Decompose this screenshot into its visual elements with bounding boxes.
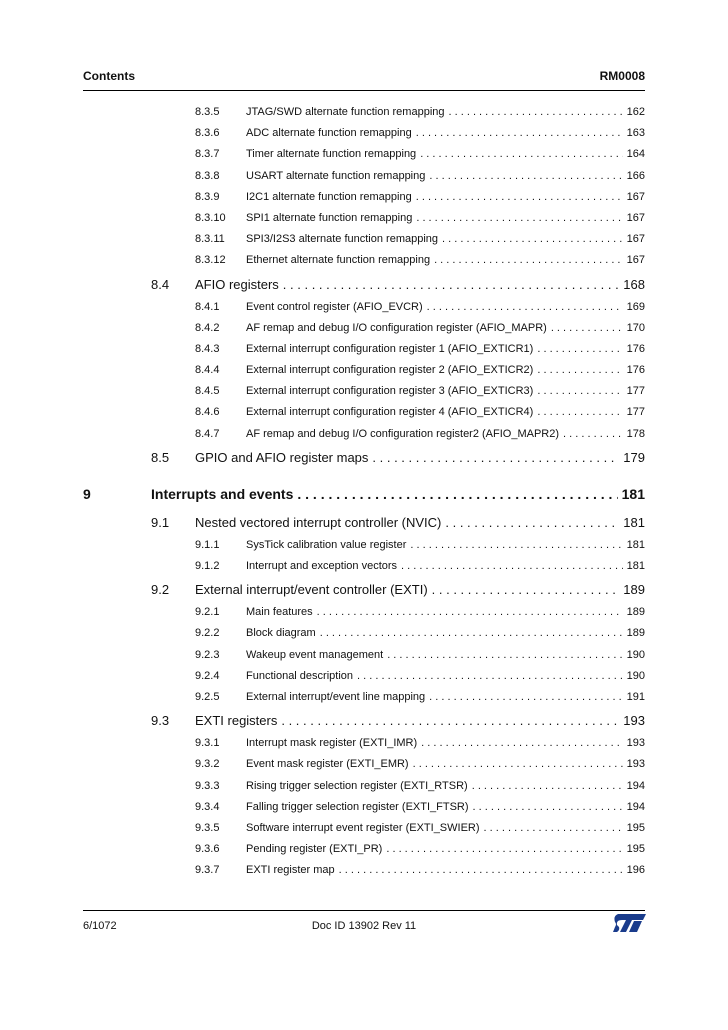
toc-dot-leader (537, 343, 622, 355)
toc-entry-page[interactable]: 194 (626, 779, 645, 792)
toc-dot-leader (357, 670, 623, 682)
toc-entry-page[interactable]: 181 (626, 538, 645, 551)
toc-entry[interactable] (83, 864, 645, 885)
toc-entry-title[interactable]: SPI1 alternate function remapping (246, 211, 413, 224)
toc-entry-page[interactable]: 195 (626, 821, 645, 834)
footer-page-number: 6/1072 (83, 920, 117, 932)
toc-entry[interactable] (83, 277, 645, 301)
toc-entry-title[interactable]: JTAG/SWD alternate function remapping (246, 106, 445, 118)
toc-dot-leader (386, 843, 622, 855)
toc-entry-page[interactable]: 190 (626, 669, 645, 682)
toc-entry[interactable] (83, 649, 645, 670)
toc-entry-number: 8.4.7 (195, 427, 220, 440)
toc-entry[interactable] (83, 322, 645, 343)
toc-entry-number: 8.3.7 (195, 148, 220, 161)
toc-entry-number: 8.4 (151, 276, 170, 292)
toc-entry[interactable] (83, 843, 645, 864)
toc-dot-leader (416, 212, 622, 224)
toc-dot-leader (472, 780, 623, 792)
toc-entry-page[interactable]: 167 (626, 254, 645, 267)
toc-entry[interactable] (83, 627, 645, 648)
toc-entry[interactable] (83, 212, 645, 233)
toc-entry-number: 9.3 (151, 713, 170, 729)
toc-dot-leader (432, 582, 620, 597)
toc-entry-page[interactable]: 163 (626, 127, 645, 140)
toc-entry-number: 9.1 (151, 514, 170, 530)
toc-dot-leader (420, 148, 622, 160)
toc-entry-page[interactable]: 176 (626, 364, 645, 377)
toc-dot-leader (563, 428, 623, 440)
toc-entry[interactable] (83, 539, 645, 560)
toc-entry-number: 9.2.4 (195, 669, 220, 682)
toc-entry-page[interactable]: 164 (626, 148, 645, 161)
toc-entry[interactable] (83, 606, 645, 627)
toc-entry-number: 8.3.12 (195, 254, 226, 267)
toc-entry-number: 8.3.5 (195, 106, 220, 118)
toc-dot-leader (413, 758, 623, 770)
toc-entry-title[interactable]: Functional description (246, 669, 354, 682)
toc-entry-title[interactable]: EXTI registers (195, 713, 278, 729)
toc-dot-leader (473, 801, 623, 813)
toc-entry-page[interactable]: 190 (626, 648, 645, 661)
toc-entry-number: 8.4.2 (195, 321, 220, 334)
toc-entry-page[interactable]: 193 (626, 737, 645, 750)
toc-entry-title[interactable]: Interrupt and exception vectors (246, 560, 398, 572)
toc-entry-title[interactable]: EXTI register map (246, 864, 335, 877)
toc-entry-number: 9.1.1 (195, 538, 220, 551)
toc-entry[interactable] (83, 486, 645, 514)
toc-entry-title[interactable]: Timer alternate function remapping (246, 148, 417, 161)
footer-divider (83, 910, 645, 911)
toc-entry[interactable] (83, 560, 645, 581)
toc-entry[interactable] (83, 233, 645, 254)
toc-dot-leader (339, 864, 623, 876)
toc-entry-title[interactable]: External interrupt configuration register 1 (AFIO_EXTICR1) (246, 342, 534, 355)
toc-dot-leader (537, 364, 622, 376)
toc-entry-page[interactable]: 162 (626, 106, 645, 118)
toc-entry-page[interactable]: 168 (623, 276, 645, 292)
toc-entry[interactable] (83, 737, 645, 758)
toc-entry-number: 9.1.2 (195, 560, 220, 572)
toc-entry[interactable] (83, 428, 645, 449)
toc-entry-number: 9.3.3 (195, 779, 220, 792)
table-of-contents (83, 106, 645, 885)
toc-entry-page[interactable]: 194 (626, 800, 645, 813)
toc-entry[interactable] (83, 385, 645, 406)
toc-dot-leader (537, 406, 622, 418)
toc-entry-number: 8.4.4 (195, 364, 220, 377)
header-doc-code: RM0008 (599, 69, 645, 83)
toc-dot-leader (537, 385, 622, 397)
toc-entry[interactable] (83, 691, 645, 712)
toc-entry-page[interactable]: 177 (626, 406, 645, 419)
toc-entry[interactable] (83, 582, 645, 606)
toc-entry-title[interactable]: Pending register (EXTI_PR) (246, 843, 383, 856)
toc-entry-title[interactable]: Interrupt mask register (EXTI_IMR) (246, 737, 418, 750)
toc-entry-page[interactable]: 181 (626, 560, 645, 572)
toc-entry-title[interactable]: External interrupt configuration register 4 (AFIO_EXTICR4) (246, 406, 534, 419)
toc-dot-leader (372, 450, 619, 465)
toc-entry-page[interactable]: 166 (626, 169, 645, 182)
toc-entry-page[interactable]: 193 (626, 758, 645, 771)
toc-entry-title[interactable]: USART alternate function remapping (246, 169, 426, 182)
toc-entry-title[interactable]: Main features (246, 606, 313, 619)
toc-entry-page[interactable]: 189 (626, 627, 645, 640)
toc-entry-number: 8.5 (151, 449, 170, 465)
toc-dot-leader (283, 277, 620, 292)
toc-dot-leader (429, 691, 622, 703)
toc-entry-page[interactable]: 193 (623, 713, 645, 729)
toc-dot-leader (421, 737, 622, 749)
toc-entry-number: 9.3.6 (195, 843, 220, 856)
toc-entry[interactable] (83, 148, 645, 169)
toc-dot-leader (484, 822, 623, 834)
toc-entry-page[interactable]: 170 (626, 321, 645, 334)
toc-entry-page[interactable]: 169 (626, 300, 645, 313)
toc-entry-page[interactable]: 196 (626, 864, 645, 877)
toc-entry-number: 9.2.2 (195, 627, 220, 640)
toc-entry-title[interactable]: AF remap and debug I/O configuration register2 (AFIO_MAPR2) (246, 427, 560, 440)
toc-entry-title[interactable]: SysTick calibration value register (246, 538, 407, 551)
toc-entry-number: 9.2 (151, 582, 170, 598)
toc-entry-title[interactable]: Block diagram (246, 627, 316, 640)
toc-entry-number: 8.4.3 (195, 342, 220, 355)
toc-entry-page[interactable]: 167 (626, 233, 645, 246)
toc-entry[interactable] (83, 127, 645, 148)
toc-entry-page[interactable]: 181 (621, 485, 645, 502)
toc-entry-title[interactable]: Interrupts and events (151, 485, 294, 502)
toc-dot-leader (551, 322, 623, 334)
toc-entry-number: 8.4.6 (195, 406, 220, 419)
toc-entry-title[interactable]: Event mask register (EXTI_EMR) (246, 758, 409, 771)
toc-entry-title[interactable]: AFIO registers (195, 276, 279, 292)
toc-entry-title[interactable]: Ethernet alternate function remapping (246, 254, 431, 267)
toc-dot-leader (434, 254, 623, 266)
toc-entry-title[interactable]: External interrupt/event line mapping (246, 690, 426, 703)
toc-dot-leader (442, 233, 623, 245)
toc-entry-title[interactable]: ADC alternate function remapping (246, 127, 412, 140)
toc-dot-leader (281, 713, 619, 728)
toc-dot-leader (410, 539, 622, 551)
toc-entry-title[interactable]: I2C1 alternate function remapping (246, 190, 412, 203)
toc-entry-number: 8.3.9 (195, 190, 220, 203)
toc-dot-leader (416, 191, 623, 203)
toc-entry-title[interactable]: Rising trigger selection register (EXTI_RTSR) (246, 779, 468, 792)
toc-entry-title[interactable]: External interrupt configuration register 3 (AFIO_EXTICR3) (246, 385, 534, 398)
toc-entry-title[interactable]: External interrupt/event controller (EXTI) (195, 582, 428, 598)
toc-entry-number: 8.3.8 (195, 169, 220, 182)
toc-dot-leader (427, 301, 623, 313)
toc-entry[interactable] (83, 515, 645, 539)
toc-entry[interactable] (83, 758, 645, 779)
toc-entry-page[interactable]: 178 (626, 427, 645, 440)
header-section-title: Contents (83, 69, 135, 83)
toc-entry-page[interactable]: 189 (623, 582, 645, 598)
toc-entry-number: 9.3.1 (195, 737, 220, 750)
st-logo-icon (612, 912, 648, 934)
toc-entry-page[interactable]: 177 (626, 385, 645, 398)
toc-entry-title[interactable]: SPI3/I2S3 alternate function remapping (246, 233, 439, 246)
toc-entry[interactable] (83, 670, 645, 691)
toc-entry[interactable] (83, 301, 645, 322)
toc-dot-leader (387, 649, 622, 661)
toc-entry-title[interactable]: GPIO and AFIO register maps (195, 449, 369, 465)
toc-entry-page[interactable]: 167 (626, 190, 645, 203)
toc-entry-number: 8.4.5 (195, 385, 220, 398)
toc-entry[interactable] (83, 106, 645, 127)
toc-entry[interactable] (83, 364, 645, 385)
toc-entry-page[interactable]: 181 (623, 514, 645, 530)
toc-entry-title[interactable]: Software interrupt event register (EXTI_SWIER) (246, 821, 480, 834)
toc-entry-page[interactable]: 176 (626, 342, 645, 355)
toc-entry[interactable] (83, 801, 645, 822)
toc-entry[interactable] (83, 780, 645, 801)
toc-dot-leader (449, 106, 623, 118)
toc-entry-title[interactable]: AF remap and debug I/O configuration register (AFIO_MAPR) (246, 321, 547, 334)
toc-entry-number: 8.3.11 (195, 233, 225, 246)
toc-entry-number: 8.3.10 (195, 211, 226, 224)
toc-entry-number: 9.3.4 (195, 800, 220, 813)
toc-entry[interactable] (83, 254, 645, 275)
toc-entry-number: 8.3.6 (195, 127, 220, 140)
toc-entry-page[interactable]: 167 (626, 211, 645, 224)
toc-entry[interactable] (83, 822, 645, 843)
toc-entry-page[interactable]: 195 (626, 843, 645, 856)
toc-entry-number: 9.3.7 (195, 864, 220, 877)
toc-entry-title[interactable]: External interrupt configuration register 2 (AFIO_EXTICR2) (246, 364, 534, 377)
toc-entry-number: 8.4.1 (195, 300, 220, 313)
toc-entry-number: 9.3.2 (195, 758, 220, 771)
toc-entry[interactable] (83, 170, 645, 191)
toc-entry-number: 9 (83, 485, 91, 502)
toc-dot-leader (297, 486, 617, 502)
toc-entry[interactable] (83, 191, 645, 212)
toc-entry[interactable] (83, 406, 645, 427)
toc-entry-title[interactable]: Falling trigger selection register (EXTI_FTSR) (246, 800, 469, 813)
toc-entry-number: 9.2.1 (195, 606, 220, 619)
toc-entry-title[interactable]: Wakeup event management (246, 648, 384, 661)
toc-entry-page[interactable]: 179 (623, 449, 645, 465)
toc-entry-title[interactable]: Event control register (AFIO_EVCR) (246, 300, 423, 313)
toc-dot-leader (401, 560, 623, 572)
header-divider (83, 90, 645, 91)
toc-dot-leader (445, 515, 619, 530)
toc-entry-page[interactable]: 191 (626, 690, 645, 703)
toc-entry-number: 9.2.5 (195, 690, 220, 703)
toc-entry-page[interactable]: 189 (626, 606, 645, 619)
toc-entry-number: 9.2.3 (195, 648, 220, 661)
toc-entry[interactable] (83, 343, 645, 364)
toc-dot-leader (429, 170, 622, 182)
toc-dot-leader (320, 627, 623, 639)
toc-entry-title[interactable]: Nested vectored interrupt controller (NVIC) (195, 514, 442, 530)
toc-entry[interactable] (83, 450, 645, 474)
footer-doc-id: Doc ID 13902 Rev 11 (311, 920, 417, 932)
toc-entry-number: 9.3.5 (195, 821, 220, 834)
toc-entry[interactable] (83, 713, 645, 737)
toc-dot-leader (416, 127, 623, 139)
toc-dot-leader (317, 606, 623, 618)
